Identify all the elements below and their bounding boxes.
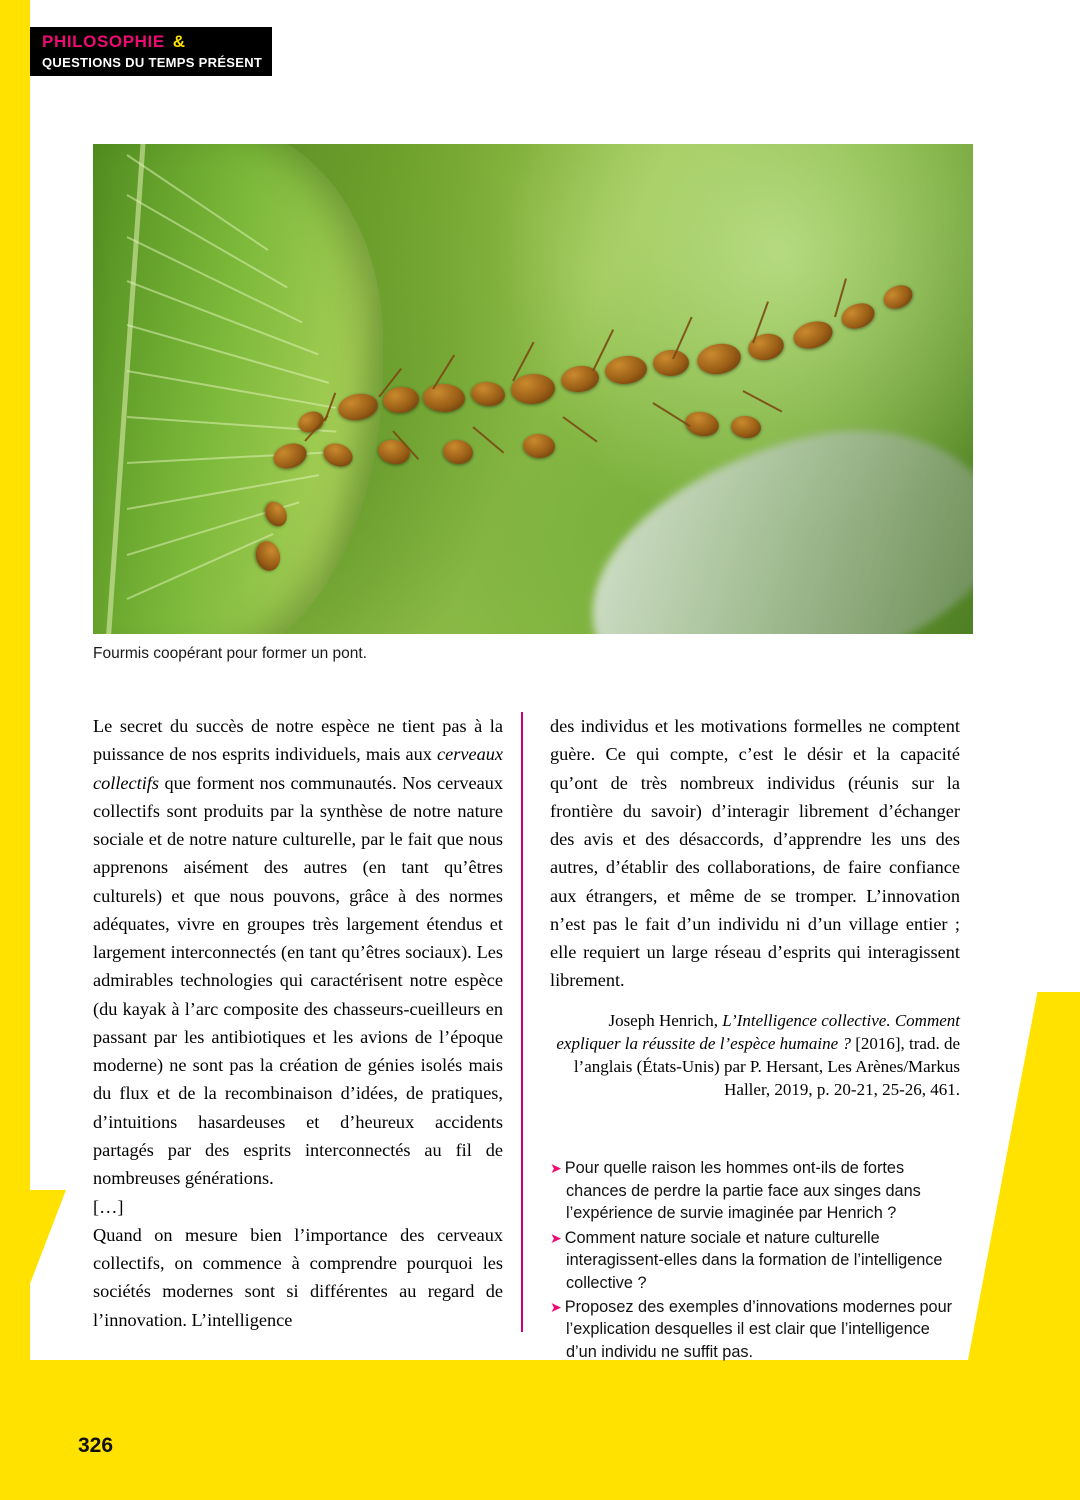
column-left	[93, 712, 503, 1334]
paragraph-ellipsis: […]	[93, 1196, 124, 1217]
source-citation	[550, 1009, 960, 1101]
paragraph-emphasis: cerveaux collectifs	[93, 744, 503, 793]
page-number: 326	[78, 1434, 114, 1457]
photo-leaf-midrib	[104, 144, 147, 634]
paragraph-part-b: que forment nos communautés. Nos cerveaux collectifs sont produits par la synthèse de notre nature sociale et de notre nature culturelle, par le fait que nous apprenons aisément des autres (en tant qu’êtres culturels) et que nous pouvons, grâce à des normes adéquates, vivre en groupes très largement étendus et largement interconnectés (en tant qu’êtres sociaux). Les admirables technologies qui caractérisent notre espèce (du kayak à l’arc composite des chasseurs-cueilleurs en passant par les antibiotiques et les avions de l’époque moderne) ne sont pas la création de génies isolés mais du flux et de la recombinaison d’idées, de pratiques, d’intuitions hasardeuses et d’heureux accidents partagés par des esprits interconnectés au fil de nombreuses générations.	[93, 772, 503, 1189]
figure-photo	[93, 144, 973, 634]
question-text-2: Comment nature sociale et nature culturelle interagissent-elles dans la formation de l’intelligence collective ?	[564, 1228, 943, 1292]
rubric-label-subtitle: QUESTIONS DU TEMPS PRÉSENT	[42, 55, 263, 70]
column-right	[550, 712, 960, 1365]
column-divider	[521, 712, 523, 1332]
question-item-3	[550, 1296, 960, 1363]
source-title: L’Intelligence collective. Comment expliquer la réussite de l’espèce humaine ?	[556, 1010, 960, 1053]
decor-yellow-top-left	[0, 0, 30, 96]
paragraph-part-a: Le secret du succès de notre espèce ne tient pas à la puissance de nos esprits individuels, mais aux	[93, 716, 503, 765]
rubric-ampersand: &	[172, 32, 186, 51]
decor-yellow-right-wedge	[968, 992, 1080, 1360]
decor-yellow-bottom-band	[0, 1360, 1080, 1500]
source-reference: [2016], trad. de l’anglais (États-Unis) par P. Hersant, Les Arènes/Markus Haller, 2019, p. 20-21, 25-26, 461.	[573, 1033, 960, 1099]
question-item-2	[550, 1227, 960, 1294]
figure-caption: Fourmis coopérant pour former un pont.	[93, 645, 367, 662]
arrow-icon: ➤	[550, 1160, 562, 1177]
arrow-icon: ➤	[550, 1299, 562, 1315]
question-item-1	[550, 1157, 960, 1224]
arrow-icon: ➤	[550, 1229, 562, 1246]
paragraph-body-2: Quand on mesure bien l’importance des cerveaux collectifs, on commence à comprendre pourquoi les sociétés modernes sont si différentes au regard de l’innovation. L’intelligence	[93, 1224, 503, 1330]
source-author: Joseph Henrich,	[608, 1010, 723, 1030]
paragraph-body-3: des individus et les motivations formelles ne comptent guère. Ce qui compte, c’est le désir et la capacité qu’ont de très nombreux individus (réunis sur la frontière du savoir) d’interagir librement d’échanger des avis et des désaccords, d’apprendre les uns des autres, d’établir des collaborations, de faire confiance aux étrangers, et même de se tromper. L’innovation n’est pas le fait d’un individu ni d’un village entier ; elle requiert un large réseau d’esprits qui interagissent librement.	[550, 716, 960, 991]
rubric-label-discipline: PHILOSOPHIE	[42, 32, 165, 51]
question-text-3: Proposez des exemples d’innovations modernes pour l’explication desquelles il est clair que l’intelligence d’un individu ne suffit pas.	[564, 1298, 953, 1361]
rubric-tag	[30, 27, 272, 76]
photo-leaf-left	[93, 144, 383, 634]
decor-yellow-left-strip	[0, 96, 30, 1360]
question-text-1: Pour quelle raison les hommes ont-ils de fortes chances de perdre la partie face aux singes dans l’expérience de survie imaginée par Henrich ?	[564, 1159, 921, 1223]
article-columns	[93, 712, 973, 1361]
paragraph-body-1	[93, 712, 503, 1193]
questions-block	[550, 1157, 960, 1363]
